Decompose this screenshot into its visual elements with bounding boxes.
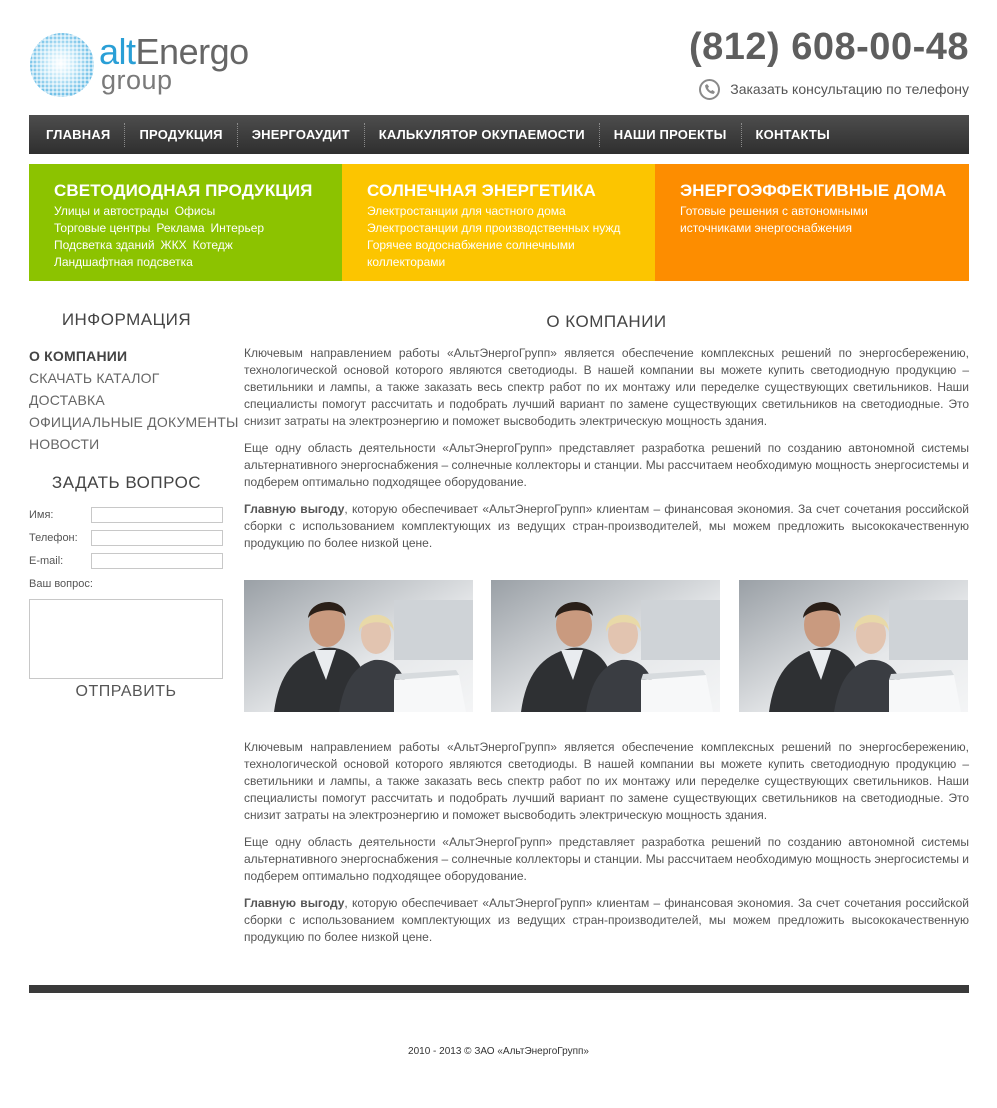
sidebar-item-delivery[interactable]: ДОСТАВКА — [29, 392, 105, 408]
info-heading: ИНФОРМАЦИЯ — [61, 310, 192, 329]
sidebar-item-news[interactable]: НОВОСТИ — [29, 436, 100, 452]
category-led-link[interactable]: Подсветка зданий — [54, 238, 155, 252]
question-heading: ЗАДАТЬ ВОПРОС — [51, 473, 202, 492]
category-led-link[interactable]: Улицы и автострады — [54, 204, 169, 218]
logo-alt-text: alt — [99, 31, 136, 72]
category-led-title[interactable]: СВЕТОДИОДНАЯ ПРОДУКЦИЯ — [54, 181, 313, 200]
page-title: О КОМПАНИИ — [546, 312, 667, 331]
header-phone: (812) 608-00-48 — [688, 26, 969, 68]
sidebar-item-catalog[interactable]: СКАЧАТЬ КАТАЛОГ — [29, 370, 160, 386]
email-label: E-mail: — [29, 555, 64, 567]
nav-item-energy-audit[interactable]: ЭНЕРГОАУДИТ — [251, 127, 350, 142]
name-field[interactable] — [91, 507, 223, 523]
about-paragraph-3-text: , которую обеспечивает «АльтЭнергоГрупп» клиентам – финансовая экономия. За счет сочетания российской сборки с использованием комплектующих из ведущих стран-производителей, мы можем предложить высококачественную продукцию по более низкой цене. — [244, 896, 969, 944]
category-solar-link[interactable]: Горячее водоснабжение солнечными — [367, 238, 575, 252]
sidebar-item-about[interactable]: О КОМПАНИИ — [29, 348, 128, 364]
about-paragraph-2: Еще одну область деятельности «АльтЭнергоГрупп» представляет разработка решений по созданию автономной системы альтернативного энергоснабжения – солнечные коллекторы и станции. Мы рассчитаем необходимую мощность энергосистемы и подберем оптимально подходящее оборудование. — [244, 835, 969, 883]
logo[interactable] — [29, 30, 249, 100]
about-highlight: Главную выгоду — [244, 502, 345, 516]
category-solar-title[interactable]: СОЛНЕЧНАЯ ЭНЕРГЕТИКА — [367, 181, 596, 200]
sidebar-item-documents[interactable]: ОФИЦИАЛЬНЫЕ ДОКУМЕНТЫ — [29, 414, 239, 430]
nav-item-calculator[interactable]: КАЛЬКУЛЯТОР ОКУПАЕМОСТИ — [378, 127, 585, 142]
category-homes-link[interactable]: источниками энергоснабжения — [680, 221, 852, 235]
phone-icon — [699, 79, 720, 100]
about-paragraph-2: Еще одну область деятельности «АльтЭнергоГрупп» представляет разработка решений по созданию автономной системы альтернативного энергоснабжения – солнечные коллекторы и станции. Мы рассчитаем необходимую мощность энергосистемы и подберем оптимально подходящее оборудование. — [244, 441, 969, 489]
about-highlight: Главную выгоду — [244, 896, 345, 910]
category-solar-link[interactable]: Электростанции для частного дома — [367, 204, 566, 218]
category-homes — [655, 164, 969, 281]
category-solar-link[interactable]: коллекторами — [367, 255, 446, 269]
sidebar-menu — [29, 345, 239, 455]
about-paragraph-3-text: , которую обеспечивает «АльтЭнергоГрупп» клиентам – финансовая экономия. За счет сочетания российской сборки с использованием комплектующих из ведущих стран-производителей, мы можем предложить высококачественную продукцию по более низкой цене. — [244, 502, 969, 550]
consult-link[interactable] — [699, 78, 969, 100]
about-paragraph-3 — [244, 501, 969, 552]
category-led-link[interactable]: Реклама — [156, 221, 205, 235]
category-led-link[interactable]: Интерьер — [210, 221, 265, 235]
phone-field[interactable] — [91, 530, 223, 546]
phone-label: Телефон: — [29, 532, 78, 544]
about-paragraph-1: Ключевым направлением работы «АльтЭнергоГрупп» является обеспечение комплексных решений по энергосбережению, технологической основой которого являются светодиоды. В нашей компании вы можете купить светодиодную продукцию – светильники и лампы, а также заказать весь спектр работ по их монтажу или переделке существующих светильников. Наши специалисты помогут рассчитать и подобрать лучший вариант по замене существующих светильников на светодиодные. Это снизит затраты на электроэнергию и поможет высвободить электрическую мощность здания. — [244, 346, 969, 428]
question-label: Ваш вопрос: — [29, 578, 93, 590]
question-field[interactable] — [29, 599, 223, 679]
team-photo — [244, 580, 473, 712]
category-led — [29, 164, 342, 281]
logo-group-text: group — [101, 65, 173, 95]
category-solar — [342, 164, 655, 281]
copyright: 2010 - 2013 © ЗАО «АльтЭнергоГрупп» — [408, 1046, 589, 1057]
nav-item-products[interactable]: ПРОДУКЦИЯ — [139, 127, 223, 142]
category-homes-link[interactable]: Готовые решения с автономными — [680, 204, 868, 218]
submit-button[interactable]: ОТПРАВИТЬ — [29, 683, 223, 701]
category-bar — [29, 164, 969, 281]
about-paragraph-1: Ключевым направлением работы «АльтЭнергоГрупп» является обеспечение комплексных решений по энергосбережению, технологической основой которого являются светодиоды. В нашей компании вы можете купить светодиодную продукцию – светильники и лампы, а также заказать весь спектр работ по их монтажу или переделке существующих светильников. Наши специалисты помогут рассчитать и подобрать лучший вариант по замене существующих светильников на светодиодные. Это снизит затраты на электроэнергию и поможет высвободить электрическую мощность здания. — [244, 740, 969, 822]
nav-item-home[interactable]: ГЛАВНАЯ — [46, 127, 111, 142]
about-paragraph-3 — [244, 895, 969, 946]
consult-label: Заказать консультацию по телефону — [730, 81, 969, 97]
main-nav — [29, 115, 969, 154]
category-led-link[interactable]: Котедж — [192, 238, 233, 252]
category-led-link[interactable]: ЖКХ — [160, 238, 187, 252]
logo-energo-text: Energo — [135, 31, 249, 72]
category-led-link[interactable]: Ландшафтная подсветка — [54, 255, 193, 269]
category-solar-link[interactable]: Электростанции для производственных нужд — [367, 221, 621, 235]
category-led-link[interactable]: Торговые центры — [54, 221, 151, 235]
nav-item-contacts[interactable]: КОНТАКТЫ — [755, 127, 830, 142]
footer-divider — [29, 985, 969, 993]
category-homes-title[interactable]: ЭНЕРГОЭФФЕКТИВНЫЕ ДОМА — [680, 181, 947, 200]
email-field[interactable] — [91, 553, 223, 569]
team-photo — [739, 580, 968, 712]
category-led-link[interactable]: Офисы — [174, 204, 216, 218]
name-label: Имя: — [29, 509, 54, 521]
nav-item-projects[interactable]: НАШИ ПРОЕКТЫ — [613, 127, 727, 142]
logo-dots-icon — [29, 32, 99, 102]
team-photo — [491, 580, 720, 712]
